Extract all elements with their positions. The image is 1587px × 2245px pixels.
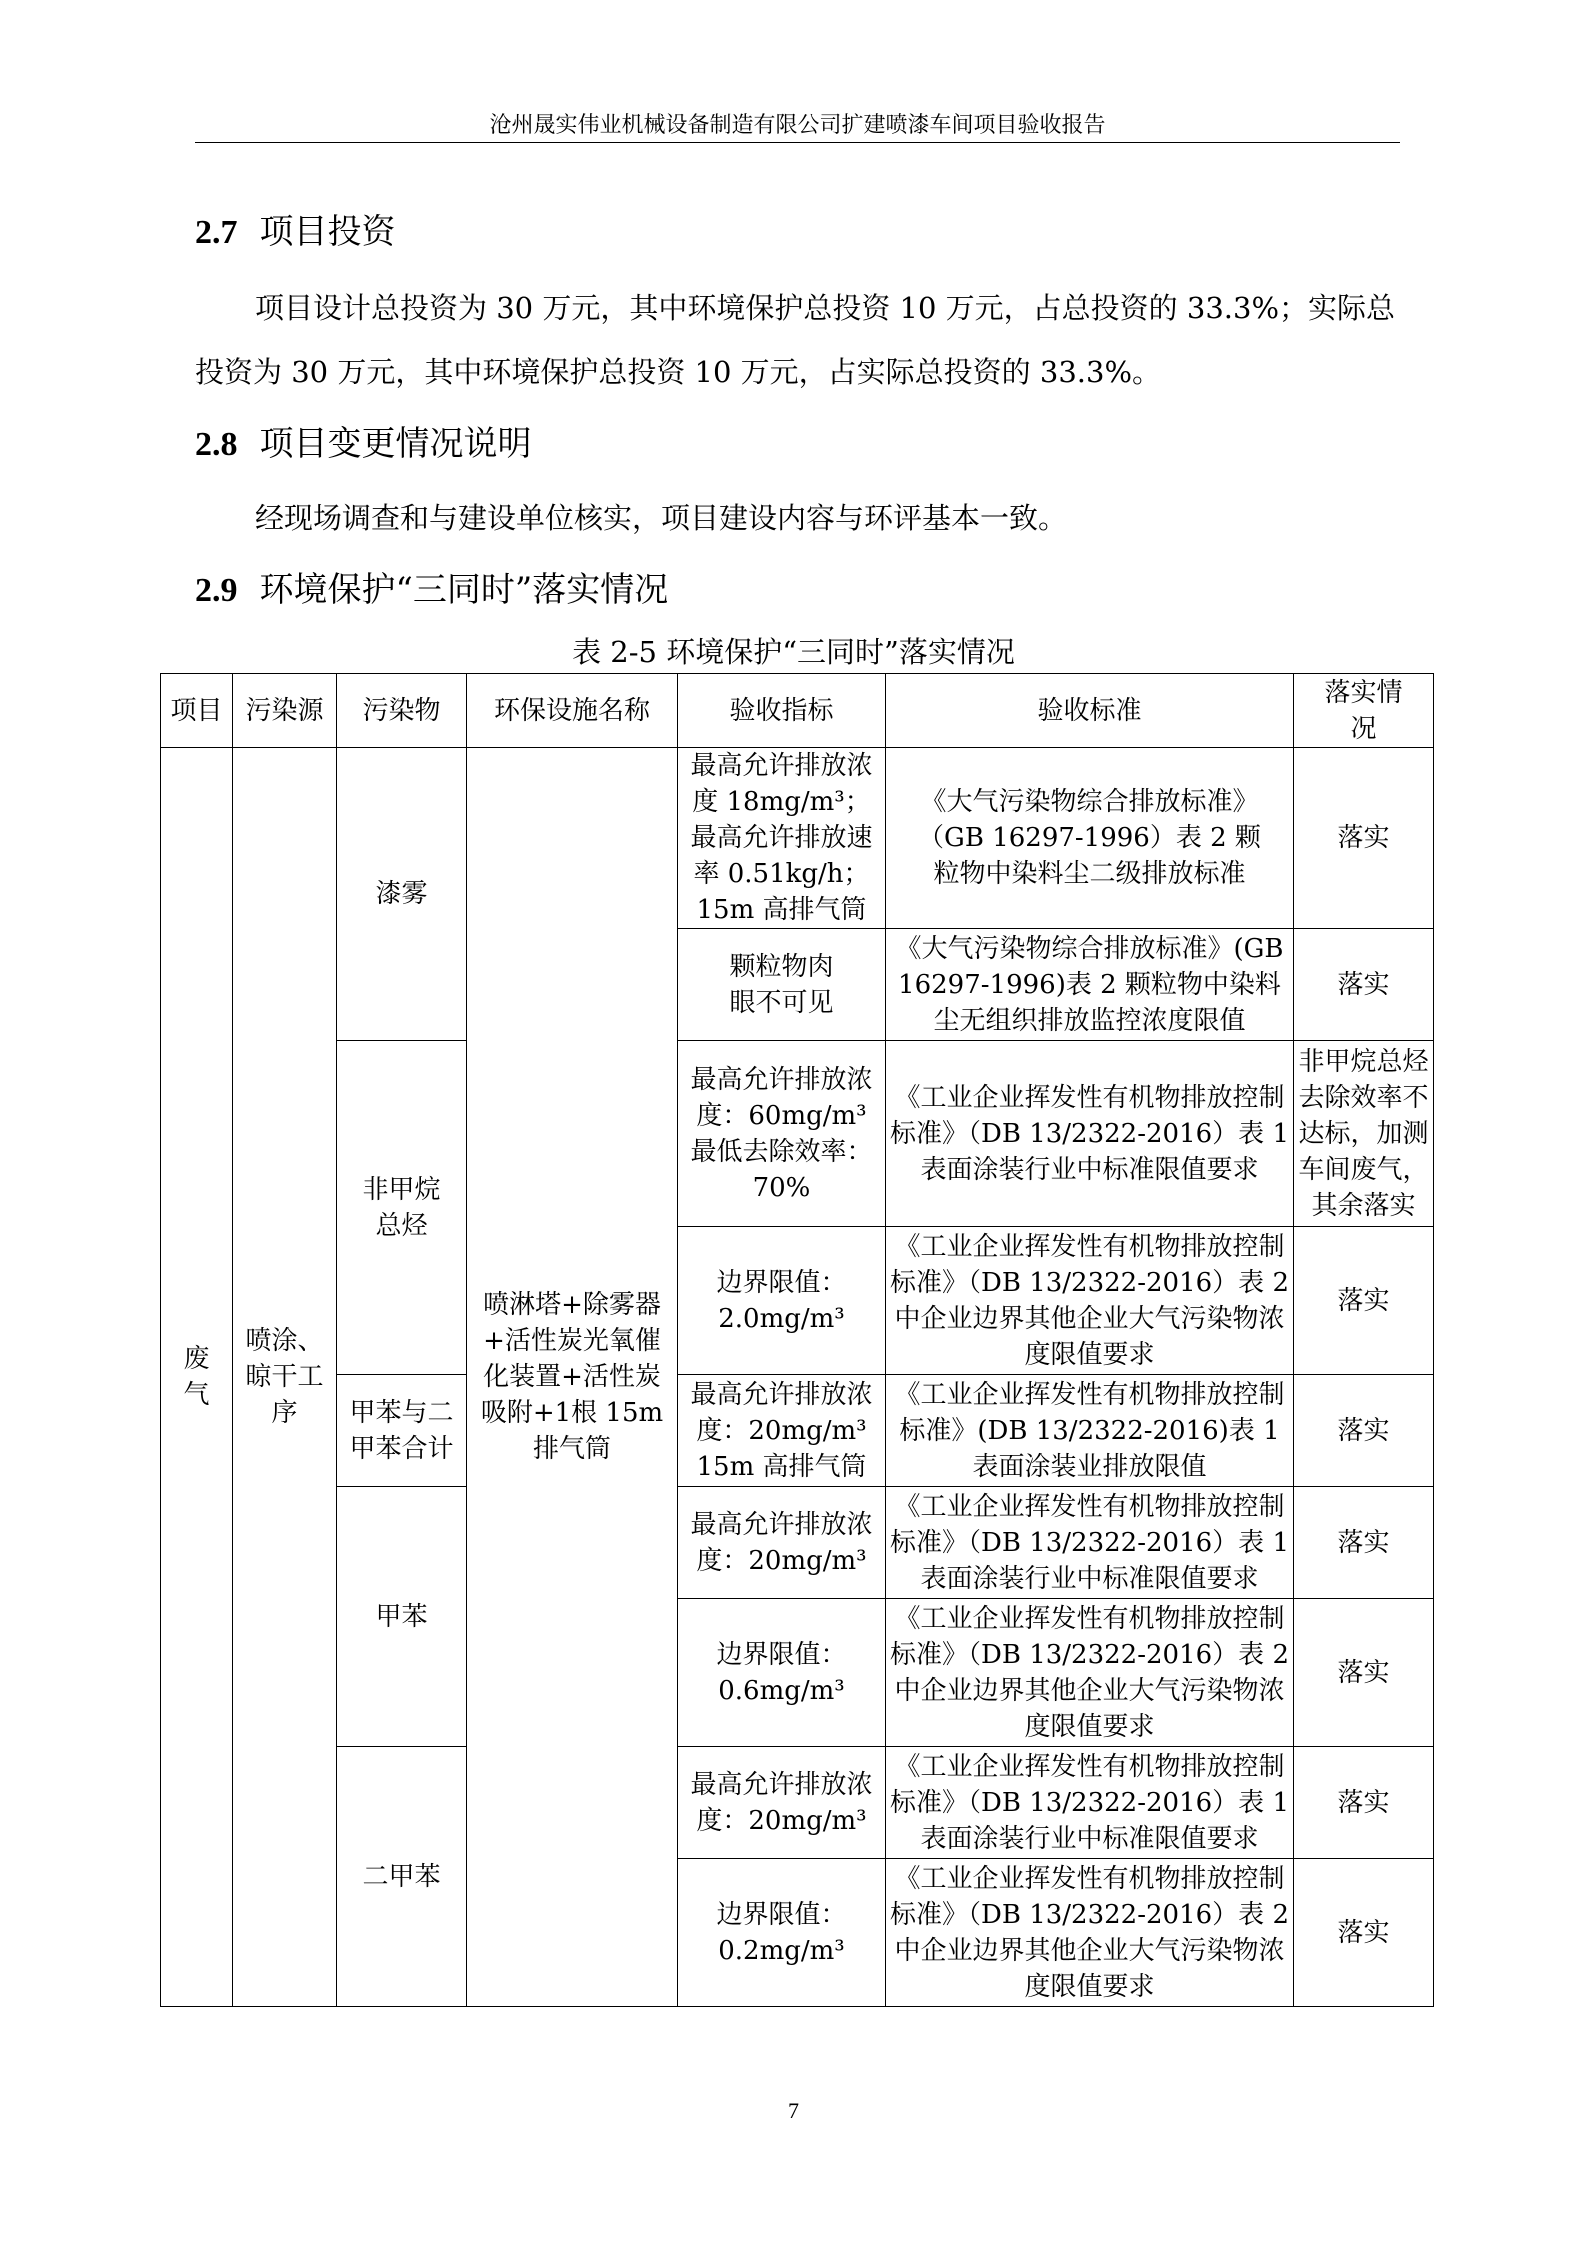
pollutant-cell: 甲苯 [337,1487,467,1747]
standard-cell: 《工业企业挥发性有机物排放控制标准》(DB 13/2322-2016)表 1 表面涂装业排放限值 [886,1375,1294,1487]
standard-cell: 《工业企业挥发性有机物排放控制标准》（DB 13/2322-2016）表 1 表面涂装行业中标准限值要求 [886,1487,1294,1599]
section-title: 环境保护“三同时”落实情况 [259,570,669,610]
indicator-cell: 最高允许排放浓度：20mg/m³ 15m 高排气筒 [678,1375,886,1487]
indicator-cell: 最高允许排放浓度：20mg/m³ [678,1747,886,1859]
indicator-cell: 最高允许排放浓度 18mg/m³；最高允许排放速率 0.51kg/h；15m 高排气筒 [678,748,886,929]
table-caption: 表 2-5 环境保护“三同时”落实情况 [572,635,1015,669]
table-row [161,1375,1434,1487]
indicator-cell: 最高允许排放浓度：60mg/m³ 最低去除效率：70% [678,1041,886,1227]
status-cell: 落实 [1294,1487,1434,1599]
section-body-2-7: 项目设计总投资为 30 万元，其中环境保护总投资 10 万元，占总投资的 33.3%；实际总投资为 30 万元，其中环境保护总投资 10 万元，占实际总投资的 33.3%。 [195,291,1396,389]
facility-cell: 喷淋塔+除雾器+活性炭光氧催化装置+活性炭吸附+1根 15m 排气筒 [467,748,678,2007]
indicator-cell: 边界限值：2.0mg/m³ [678,1227,886,1375]
table-row [161,748,1434,929]
status-cell: 落实 [1294,1227,1434,1375]
section-title: 项目变更情况说明 [259,424,532,464]
pollutant-cell: 漆雾 [337,748,467,1041]
header-cell: 污染物 [337,674,467,748]
pollutant-cell: 非甲烷总烃 [337,1041,467,1375]
indicator-cell: 边界限值：0.6mg/m³ [678,1599,886,1747]
header-cell: 验收指标 [678,674,886,748]
category-cell: 废气 [161,748,233,2007]
status-cell: 落实 [1294,929,1434,1041]
status-cell: 落实 [1294,1747,1434,1859]
page-number: 7 [788,2098,799,2123]
standard-cell: 《工业企业挥发性有机物排放控制标准》（DB 13/2322-2016）表 2 中企业边界其他企业大气污染物浓度限值要求 [886,1227,1294,1375]
standard-cell: 《工业企业挥发性有机物排放控制标准》（DB 13/2322-2016）表 1 表面涂装行业中标准限值要求 [886,1747,1294,1859]
status-cell: 落实 [1294,748,1434,929]
standard-cell: 《工业企业挥发性有机物排放控制标准》（DB 13/2322-2016）表 1 表面涂装行业中标准限值要求 [886,1041,1294,1227]
header-cell: 污染源 [233,674,337,748]
source-cell: 喷涂、晾干工序 [233,748,337,2007]
status-cell: 落实 [1294,1599,1434,1747]
section-number: 2.9 [195,572,238,609]
indicator-cell: 颗粒物肉眼不可见 [678,929,886,1041]
indicator-cell: 最高允许排放浓度：20mg/m³ [678,1487,886,1599]
table-header-row [161,674,1434,748]
table-row [161,1747,1434,1859]
standard-cell: 《大气污染物综合排放标准》(GB 16297-1996)表 2 颗粒物中染料尘无组织排放监控浓度限值 [886,929,1294,1041]
section-heading-2-7 [195,210,396,255]
status-cell: 非甲烷总烃去除效率不达标，加测车间废气，其余落实 [1294,1041,1434,1227]
section-title: 项目投资 [259,212,396,252]
status-cell: 落实 [1294,1859,1434,2007]
indicator-cell: 边界限值：0.2mg/m³ [678,1859,886,2007]
section-number: 2.8 [195,426,238,463]
standard-cell: 《工业企业挥发性有机物排放控制标准》（DB 13/2322-2016）表 2 中企业边界其他企业大气污染物浓度限值要求 [886,1859,1294,2007]
pollutant-cell: 甲苯与二甲苯合计 [337,1375,467,1487]
environmental-protection-table [160,673,1434,2007]
section-heading-2-8 [195,422,532,467]
page-header: 沧州晟实伟业机械设备制造有限公司扩建喷漆车间项目验收报告 [489,113,1106,138]
table-row [161,1041,1434,1227]
header-cell: 环保设施名称 [467,674,678,748]
pollutant-cell: 二甲苯 [337,1747,467,2007]
standard-cell: 《大气污染物综合排放标准》（GB 16297-1996）表 2 颗粒物中染料尘二级排放标准 [886,748,1294,929]
header-cell: 项目 [161,674,233,748]
table-row [161,1487,1434,1599]
section-body-2-8: 经现场调查和与建设单位核实，项目建设内容与环评基本一致。 [255,501,1068,535]
standard-cell: 《工业企业挥发性有机物排放控制标准》（DB 13/2322-2016）表 2 中企业边界其他企业大气污染物浓度限值要求 [886,1599,1294,1747]
header-cell: 验收标准 [886,674,1294,748]
header-rule [195,142,1400,143]
header-cell: 落实情况 [1294,674,1434,748]
section-heading-2-9 [195,568,668,613]
section-number: 2.7 [195,214,238,251]
status-cell: 落实 [1294,1375,1434,1487]
